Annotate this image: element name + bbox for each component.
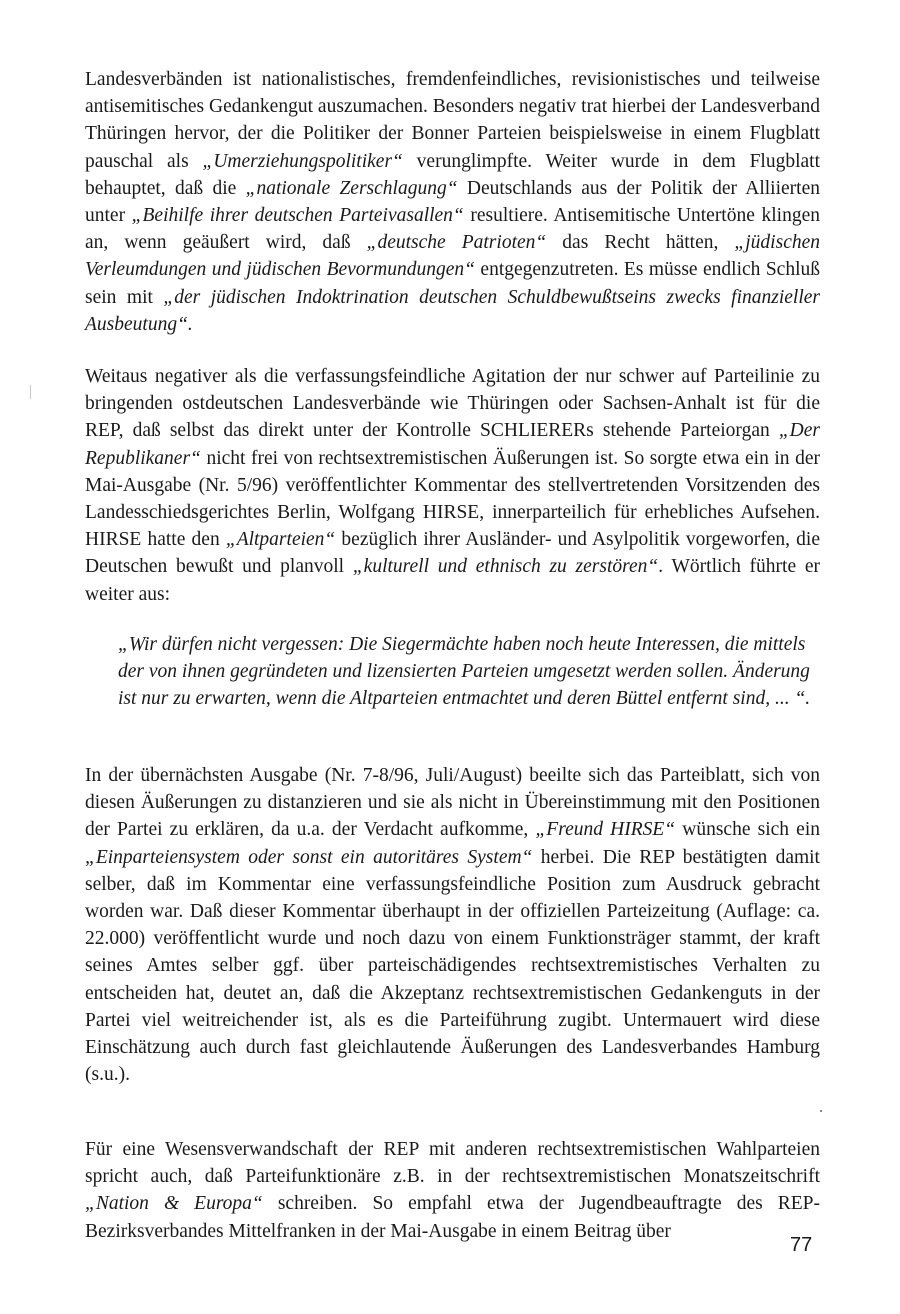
emphasized-quote: „Freund HIRSE“ <box>535 819 676 841</box>
emphasized-quote: „deutsche Patrioten“ <box>366 232 547 254</box>
text-segment: verunglimpfte. Weiter wurde in dem Flugblatt behauptet, daß die <box>85 150 820 199</box>
emphasized-quote: „jüdischen Verleumdungen und jüdischen Bevormundungen“ <box>85 232 821 281</box>
emphasized-quote: „Einparteiensystem oder sonst ein autoritäres System“ <box>85 846 533 868</box>
page-number: 77 <box>790 1234 813 1256</box>
scan-dot <box>820 1110 822 1112</box>
emphasized-quote: „Der Republikaner“ <box>85 420 820 469</box>
text-segment: In der übernächsten Ausgabe (Nr. 7-8/96, Juli/August) beeilte sich das Parteiblatt, sich von diesen Äußerungen zu distanzieren und sie als nicht in Übereinstimmung mit den Positionen der Partei zu erklären, da u.a. der Verdacht aufkomme, <box>85 765 820 841</box>
emphasized-quote: „nationale Zerschlagung“ <box>245 177 458 199</box>
emphasized-quote: „Beihilfe ihrer deutschen Parteivasallen“ <box>131 205 464 227</box>
text-segment: Deutschlands aus der Politik der Alliierten unter <box>85 177 820 227</box>
emphasized-quote: „Altparteien“ <box>225 529 336 551</box>
text-segment: resultiere. Antisemitische Untertöne klingen an, wenn geäußert wird, daß <box>85 205 820 254</box>
scan-mark <box>30 385 31 399</box>
text-segment: schreiben. So empfahl etwa der Jugendbeauftragte des REP-Bezirksverbandes Mittelfranken in der Mai-Ausgabe in einem Beitrag über <box>85 1193 820 1242</box>
text-segment: Landesverbänden ist nationalistisches, fremdenfeindliches, revisionistisches und teilweise antisemitisches Gedankengut auszumachen. Besonders negativ trat hierbei der Landesverband Thüringen hervor, der die Politiker der Bonner Parteien beispielsweise in einem Flugblatt pauschal als <box>85 69 820 172</box>
emphasized-quote: „Umerziehungspolitiker“ <box>202 150 403 172</box>
emphasized-quote: „Wir dürfen nicht vergessen: Die Siegermächte haben noch heute Interessen, die mittels der von ihnen gegründeten und lizensierten Parteien umgesetzt werden sollen. Änderung ist nur zu erwarten, wenn die Altparteien entmachtet und deren Büttel entfernt sind, ... “. <box>118 634 811 710</box>
emphasized-quote: „Nation & Europa“ <box>85 1193 263 1215</box>
text-segment: entgegenzutreten. Es müsse endlich Schluß sein mit <box>85 259 820 308</box>
emphasized-quote: „der jüdischen Indoktrination deutschen Schuldbewußtseins zwecks finanzieller Ausbeutung“. <box>85 286 820 335</box>
emphasized-quote: „kulturell und ethnisch zu zerstören“ <box>352 556 659 578</box>
text-segment: das Recht hätten, <box>546 232 735 254</box>
paragraph-2 <box>85 363 820 608</box>
text-segment: nicht frei von rechtsextremistischen Äußerungen ist. So sorgte etwa ein in der Mai-Ausgabe (Nr. 5/96) veröffentlichter Kommentar des stellvertretenden Vorsitzenden des Landesschiedsgerichtes Berlin, Wolfgang HIRSE, innerparteilich für erhebliches Aufsehen. HIRSE hatte den <box>85 447 820 551</box>
text-segment: bezüglich ihrer Ausländer- und Asylpolitik vorgeworfen, die Deutschen bewußt und planvoll <box>85 529 820 578</box>
text-segment: Weitaus negativer als die verfassungsfeindliche Agitation der nur schwer auf Parteilinie zu bringenden ostdeutschen Landesverbände wie Thüringen oder Sachsen-Anhalt ist für die REP, daß selbst das direkt unter der Kontrolle SCHLIERERs stehende Parteiorgan <box>85 366 820 442</box>
block-quote <box>118 631 818 713</box>
text-segment: Für eine Wesensverwandschaft der REP mit anderen rechtsextremistischen Wahlparteien spricht auch, daß Parteifunktionäre z.B. in der rechtsextremistischen Monatszeitschrift <box>85 1139 820 1188</box>
text-segment: . Wörtlich führte er weiter aus: <box>85 556 820 605</box>
text-segment: wünsche sich ein <box>675 819 821 841</box>
paragraph-4 <box>85 1136 820 1245</box>
paragraph-1 <box>85 66 820 338</box>
paragraph-3 <box>85 762 820 1088</box>
text-segment: herbei. Die REP bestätigten damit selber, daß im Kommentar eine verfassungsfeindliche Position zum Ausdruck gebracht worden war. Daß dieser Kommentar überhaupt in der offiziellen Parteizeitung (Auflage: ca. 22.000) veröffentlicht wurde und noch dazu von einem Funktionsträger stammt, der kraft seines Amtes selber ggf. über parteischädigendes rechtsextremistisches Verhalten zu entscheiden hat, deutet an, daß die Akzeptanz rechtsextremistischen Gedankenguts in der Partei viel weitreichender ist, als es die Parteiführung zugibt. Untermauert wird diese Einschätzung auch durch fast gleichlautende Äußerungen des Landesverbandes Hamburg (s.u.). <box>85 846 820 1086</box>
